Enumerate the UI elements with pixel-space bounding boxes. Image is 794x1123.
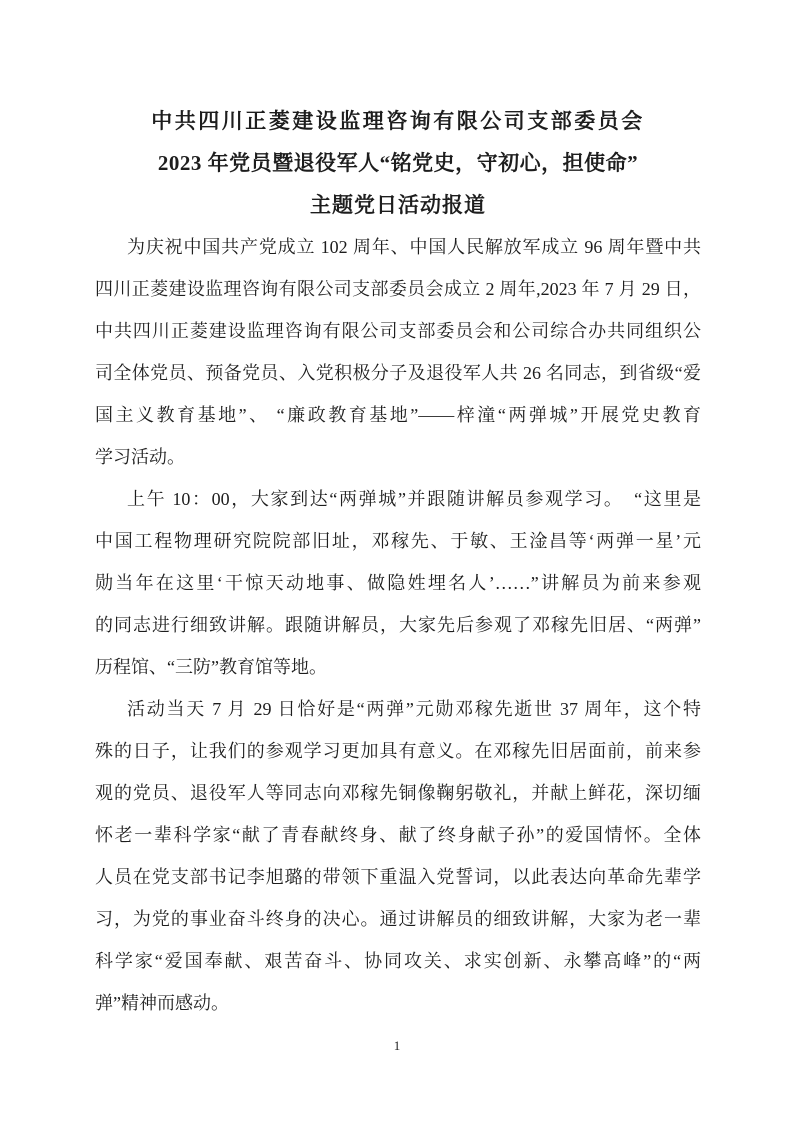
- body-text-line: 怀老一辈科学家“献了青春献终身、献了终身献子孙”的爱国情怀。全体: [95, 825, 701, 845]
- body-text-line: 历程馆、“三防”教育馆等地。: [95, 657, 327, 677]
- body-text-line: 人员在党支部书记李旭璐的带领下重温入党誓词，以此表达向革命先辈学: [95, 867, 701, 887]
- body-text-line: 习，为党的事业奋斗终身的决心。通过讲解员的细致讲解，大家为老一辈: [95, 909, 701, 929]
- body-text-line: 活动当天 7 月 29 日恰好是“两弹”元勋邓稼先逝世 37 周年，这个特: [127, 699, 701, 719]
- body-text-line: 勋当年在这里‘干惊天动地事、做隐姓埋名人’……”讲解员为前来参观: [95, 573, 701, 593]
- body-text-line: 国主义教育基地”、 “廉政教育基地”——梓潼“两弹城”开展党史教育: [95, 405, 701, 425]
- body-text-line: 的同志进行细致讲解。跟随讲解员，大家先后参观了邓稼先旧居、“两弹”: [95, 615, 701, 635]
- page-number: 1: [393, 1038, 401, 1053]
- body-text-line: 中共四川正菱建设监理咨询有限公司支部委员会和公司综合办共同组织公: [95, 321, 701, 341]
- page-footer: [0, 1036, 794, 1056]
- document-content: [95, 100, 701, 1024]
- body-text-line: 观的党员、退役军人等同志向邓稼先铜像鞠躬敬礼，并献上鲜花，深切缅: [95, 783, 701, 803]
- body-text-line: 四川正菱建设监理咨询有限公司支部委员会成立 2 周年,2023 年 7 月 29 日，: [95, 279, 701, 299]
- body-text-line: 学习活动。: [95, 447, 185, 467]
- body-text-line: 司全体党员、预备党员、入党积极分子及退役军人共 26 名同志，到省级“爱: [95, 363, 701, 383]
- body-text-line: 上午 10：00，大家到达“两弹城”并跟随讲解员参观学习。 “这里是: [127, 489, 701, 509]
- body-text-line: 中国工程物理研究院院部旧址，邓稼先、于敏、王淦昌等‘两弹一星’元: [95, 531, 701, 551]
- title-line-3: 主题党日活动报道: [310, 193, 486, 217]
- body-text-line: 科学家“爱国奉献、艰苦奋斗、协同攻关、求实创新、永攀高峰”的“两: [95, 951, 701, 971]
- document-title: [95, 100, 701, 226]
- title-line-1: 中共四川正菱建设监理咨询有限公司支部委员会: [151, 109, 645, 133]
- title-line-2: 2023 年党员暨退役军人“铭党史，守初心，担使命”: [157, 151, 639, 175]
- body-text-line: 弹”精神而感动。: [95, 993, 229, 1013]
- body-text-line: 殊的日子，让我们的参观学习更加具有意义。在邓稼先旧居面前，前来参: [95, 741, 701, 761]
- body-text-line: 为庆祝中国共产党成立 102 周年、中国人民解放军成立 96 周年暨中共: [127, 237, 701, 257]
- document-body: [95, 226, 701, 1024]
